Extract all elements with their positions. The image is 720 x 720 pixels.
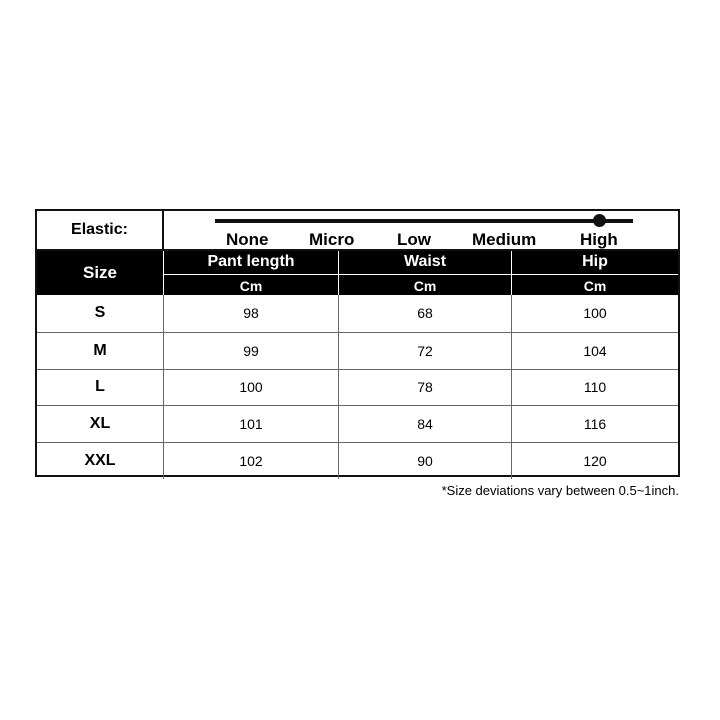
size-cell: XL bbox=[37, 406, 164, 442]
size-deviation-note: *Size deviations vary between 0.5~1inch. bbox=[441, 483, 679, 498]
elastic-level-medium: Medium bbox=[472, 230, 537, 249]
column-name: Hip bbox=[582, 253, 608, 270]
column-unit: Cm bbox=[512, 274, 678, 296]
size-cell: L bbox=[37, 370, 164, 406]
pant-length-cell: 99 bbox=[243, 342, 259, 359]
column-header-hip bbox=[511, 251, 678, 295]
pant-length-cell: 102 bbox=[239, 453, 263, 470]
hip-cell: 120 bbox=[511, 443, 678, 479]
elastic-level-micro: Micro bbox=[309, 230, 355, 249]
pant-length-cell: 98 bbox=[243, 305, 259, 322]
size-cell: M bbox=[37, 333, 164, 369]
column-name: Waist bbox=[403, 253, 447, 270]
hip-cell: 116 bbox=[511, 406, 678, 442]
table-row bbox=[37, 442, 678, 479]
size-cell: S bbox=[37, 295, 164, 332]
waist-cell: 68 bbox=[338, 295, 511, 332]
table-row bbox=[37, 295, 678, 332]
table-row bbox=[37, 332, 678, 369]
column-header-waist bbox=[338, 251, 511, 295]
pant-length-cell: 101 bbox=[239, 416, 263, 433]
elastic-level-high: High bbox=[580, 230, 618, 249]
pant-length-cell: 100 bbox=[239, 379, 263, 396]
elastic-label: Elastic: bbox=[37, 211, 164, 249]
waist-cell: 72 bbox=[338, 333, 511, 369]
hip-cell: 104 bbox=[511, 333, 678, 369]
elastic-scale-labels bbox=[164, 231, 680, 249]
waist-cell: 78 bbox=[338, 370, 511, 406]
column-unit: Cm bbox=[164, 274, 338, 296]
waist-cell: 84 bbox=[338, 406, 511, 442]
waist-cell: 90 bbox=[338, 443, 511, 479]
column-name: Pant length bbox=[207, 253, 295, 270]
hip-cell: 110 bbox=[511, 370, 678, 406]
size-header: Size bbox=[37, 251, 164, 295]
hip-cell: 100 bbox=[511, 295, 678, 332]
table-row bbox=[37, 405, 678, 442]
table-body bbox=[37, 295, 678, 479]
elastic-scale-marker bbox=[593, 214, 606, 227]
table-row bbox=[37, 369, 678, 406]
size-chart bbox=[35, 209, 680, 477]
size-cell: XXL bbox=[37, 443, 164, 479]
elastic-row bbox=[37, 211, 678, 251]
column-unit: Cm bbox=[339, 274, 511, 296]
elastic-level-low: Low bbox=[397, 230, 431, 249]
elastic-level-none: None bbox=[226, 230, 269, 249]
elastic-scale-line bbox=[215, 219, 633, 223]
column-header-pant-length bbox=[164, 251, 338, 295]
table-header bbox=[37, 251, 678, 295]
